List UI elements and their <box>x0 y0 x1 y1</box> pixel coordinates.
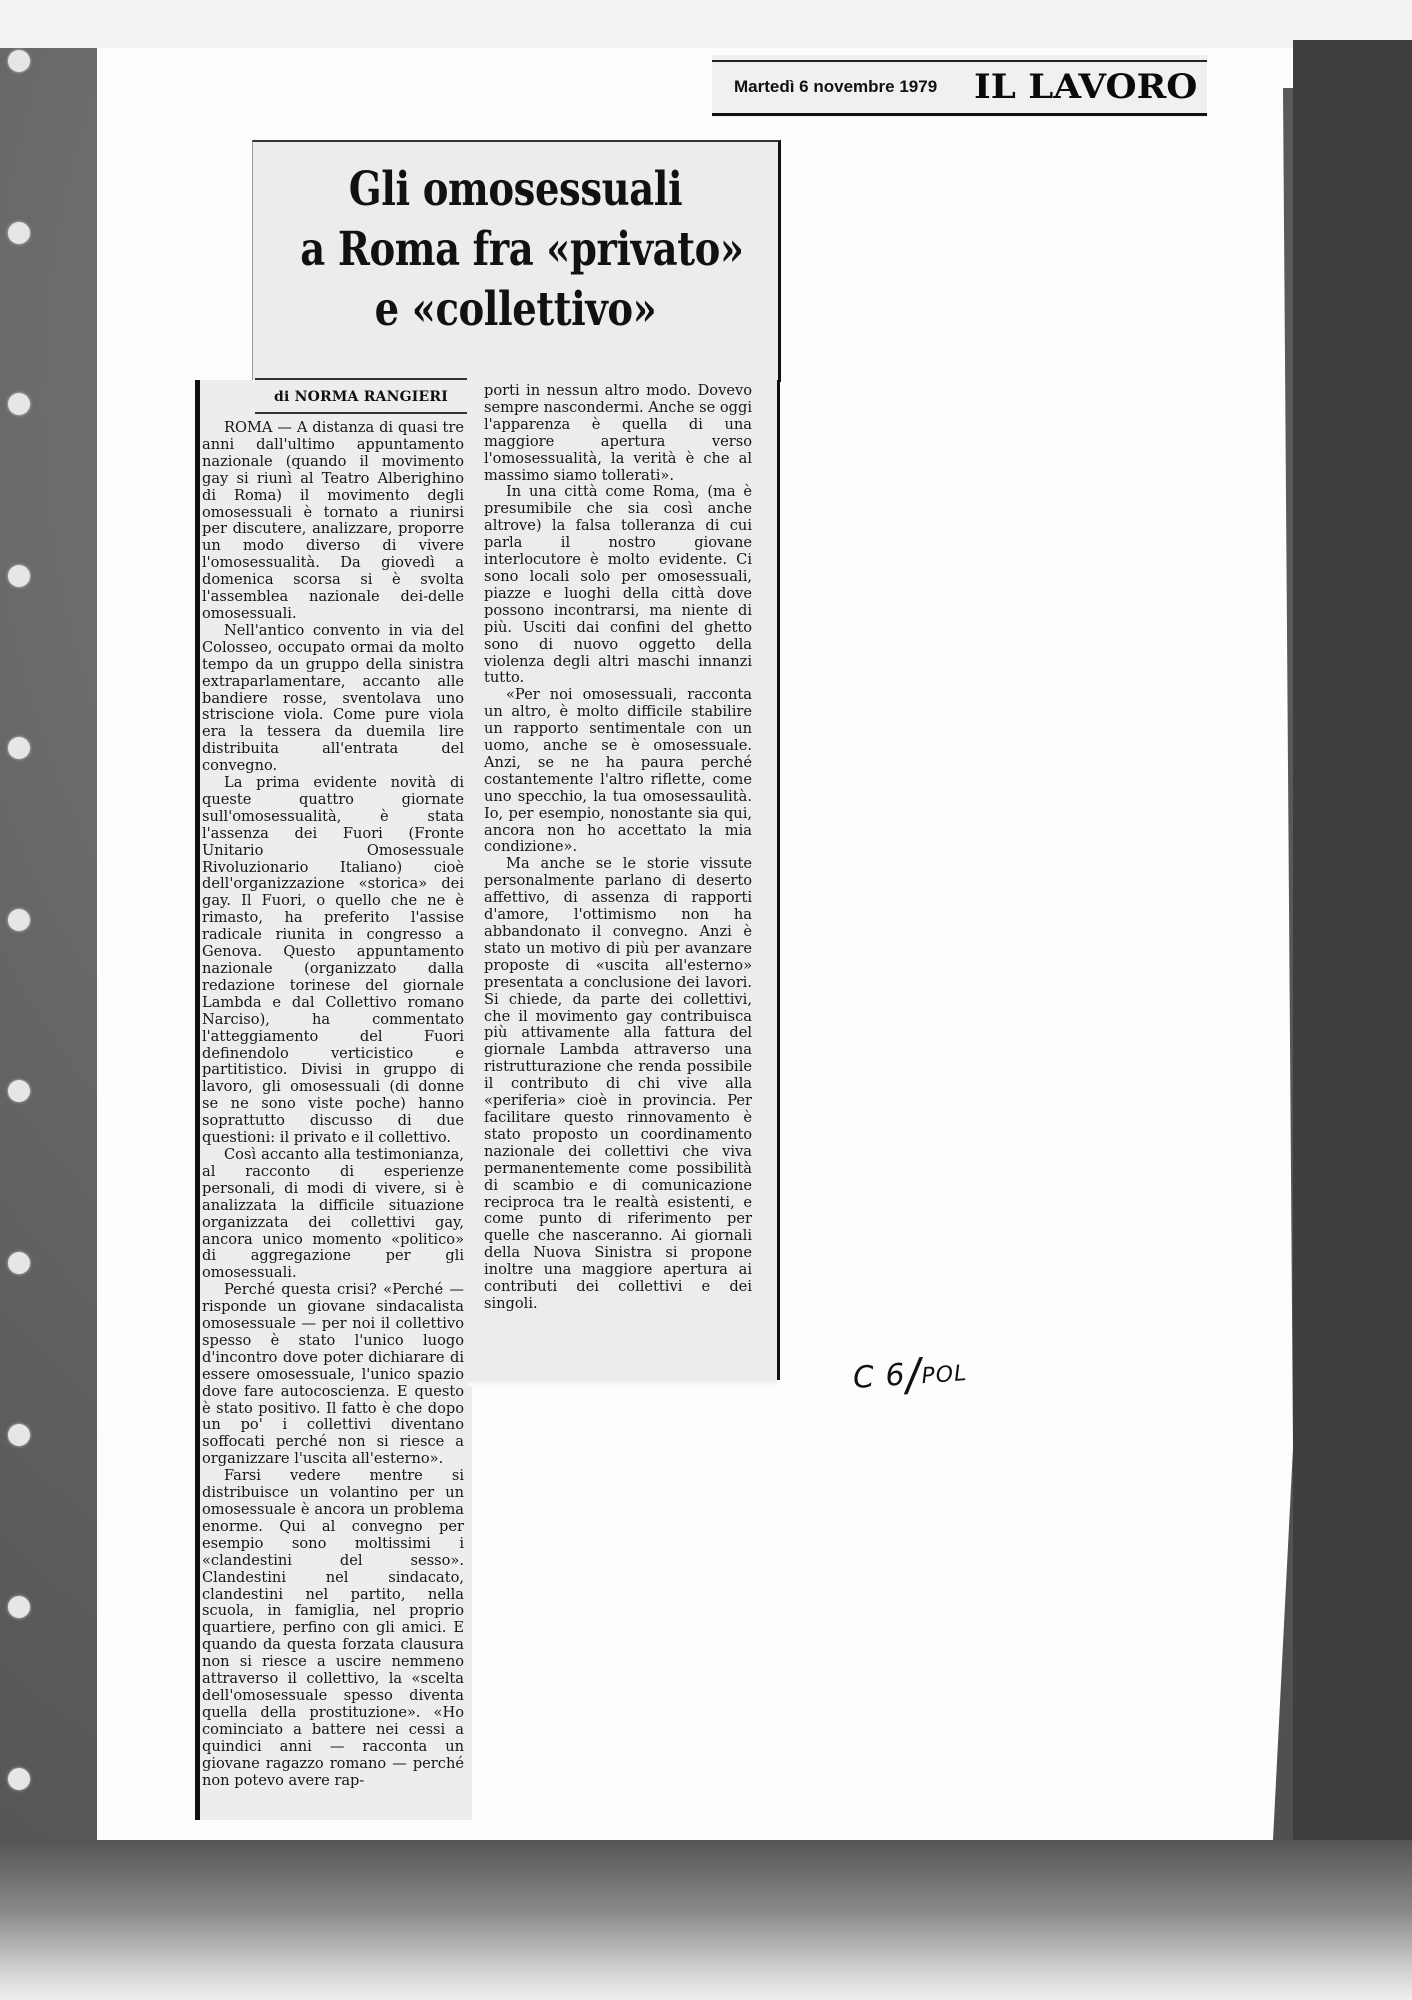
byline-rule <box>255 378 467 380</box>
paragraph: porti in nessun altro modo. Dovevo sempre nascondermi. Anche se oggi l'apparenza è quella di una maggiore apertura verso l'omosessualità, la verità è che al massimo siamo tollerati». <box>484 382 752 484</box>
publication-date: Martedì 6 novembre 1979 <box>734 77 938 96</box>
paragraph: Farsi vedere mentre si distribuisce un volantino per un omosessuale è ancora un problema enorme. Qui al convegno per esempio sono moltissimi i «clandestini del sesso». Clandestini nel sindacato, clandestini nel partito, nella scuola, in famiglia, nel proprio quartiere, perfino con gli amici. E quando da questa forzata clausura non si riesce a uscire nemmeno attraverso il collettivo, la «scelta dell'omosessuale spesso diventa quella della prostituzione». «Ho cominciato a battere nei cessi a quindici anni — racconta un giovane ragazzo romano — perché non potevo avere rap- <box>202 1467 464 1789</box>
paragraph: Così accanto alla testimonianza, al racconto di esperienze personali, di modi di vivere, si è analizzata la difficile situazione organizzata dei collettivi gay, ancora unico momento «politico» di aggregazione per gli omosessuali. <box>202 1145 464 1282</box>
newspaper-masthead <box>712 55 1207 117</box>
headline-line: a Roma fra «privato» <box>300 222 744 277</box>
paragraph: «Per noi omosessuali, racconta un altro, è molto difficile stabilire un rapporto sentimentale con un uomo, anche se è omosessuale. Anzi, se ne ha paura perché costantemente l'altro riflette, come uno specchio, la tua omosessaulità. Io, per esempio, nonostante sia qui, ancora non ho accettato la mia condizione». <box>484 686 752 856</box>
binder-hole <box>8 1252 30 1274</box>
binder-hole <box>8 222 30 244</box>
article-column-2 <box>484 383 752 1313</box>
headline-clipping <box>252 140 781 382</box>
binder-hole <box>8 909 30 931</box>
byline-rule <box>255 412 467 414</box>
masthead-rule-top <box>712 60 1207 62</box>
archive-code-slash: / <box>903 1349 924 1402</box>
binder-hole <box>8 1424 30 1446</box>
scanner-bottom-edge <box>0 1840 1412 2000</box>
binder-hole <box>8 393 30 415</box>
binder-hole <box>8 1768 30 1790</box>
headline-line: e «collettivo» <box>374 282 657 337</box>
byline: di NORMA RANGIERI <box>274 389 448 405</box>
paragraph: Ma anche se le storie vissute personalmente parlano di deserto affettivo, di assenza di rapporti d'amore, l'ottimismo non ha abbandonato il convegno. Anzi è stato un motivo di più per avanzare proposte di «uscita all'esterno» presentata a conclusione dei lavori. Si chiede, da parte dei collettivi, che il movimento gay contribuisca più attivamente alla fattura del giornale Lambda attraverso una ristrutturazione che renda possibile il contributo di chi vive alla «periferia» cioè in provincia. Per facilitare questo rinnovamento è stato proposto un coordinamento nazionale dei collettivi che viva permanentemente come possibilità di scambio e di comunicazione reciproca tra le realtà esistenti, e come punto di riferimento per quelle che nasceranno. Ai giornali della Nuova Sinistra si propone inoltre una maggiore apertura ai contributi dei collettivi e dei singoli. <box>484 855 752 1312</box>
binder-hole <box>8 1596 30 1618</box>
scanner-top-edge <box>0 0 1412 48</box>
binder-hole <box>8 565 30 587</box>
paragraph: Nell'antico convento in via del Colosseo, occupato ormai da molto tempo da un gruppo della sinistra extraparlamentare, accanto alle bandiere rosse, sventolava uno striscione viola. Come pure viola era la tessera da duemila lire distribuita all'entrata del convegno. <box>202 621 464 775</box>
scanner-right-edge <box>1293 40 1412 1840</box>
paragraph: In una città come Roma, (ma è presumibile che sia così anche altrove) la falsa tolleranza di cui parla il nostro giovane interlocutore è molto evidente. Ci sono locali solo per omosessuali, piazze e luoghi della città dove possono incontrarsi, ma niente di più. Usciti dai confini del ghetto sono di nuovo oggetto della violenza degli altri maschi innanzi tutto. <box>484 483 752 687</box>
paragraph: Perché questa crisi? «Perché — risponde un giovane sindacalista omosessuale — per noi il collettivo spesso è stato l'unico luogo d'incontro dove poter dichiarare di essere omosessuale, l'unico spazio dove fare autocoscienza. E questo è stato positivo. Il fatto è che dopo un po' i collettivi diventano soffocati perché non si riesce a organizzare l'uscita all'esterno». <box>202 1281 464 1468</box>
binder-hole <box>8 50 30 72</box>
article-column-1 <box>202 420 464 1789</box>
binder-hole <box>8 737 30 759</box>
handwritten-archive-code <box>851 1346 969 1405</box>
headline-line: Gli omosessuali <box>348 162 683 217</box>
paragraph: La prima evidente novità di queste quattro giornate sull'omosessualità, è stata l'assenza dei Fuori (Fronte Unitario Omosessuale Rivoluzionario Italiano) cioè dell'organizzazione «storica» dei gay. Il Fuori, o quello che ne è rimasto, ha preferito l'assise radicale riunita in congresso a Genova. Questo appuntamento nazionale (organizzato dalla redazione torinese del giornale Lambda e dal Collettivo romano Narciso), ha commentato l'atteggiamento del Fuori definendolo verticistico e partitistico. Divisi in gruppo di lavoro, gli omosessuali (di donne se ne sono viste poche) hanno soprattutto discusso di due questioni: il privato e il collettivo. <box>202 774 464 1147</box>
article-headline <box>300 160 744 340</box>
masthead-rule-bottom <box>712 113 1207 116</box>
paragraph: ROMA — A distanza di quasi tre anni dall'ultimo appuntamento nazionale (quando il movimento gay si riunì al Teatro Alberighino di Roma) il movimento degli omosessuali è tornato a riunirsi per discutere, analizzare, proporre un modo diverso di vivere l'omosessualità. Da giovedì a domenica scorsa si è svolta l'assemblea nazionale dei-delle omosessuali. <box>202 419 464 622</box>
clipping-cut-edge <box>467 1378 777 1386</box>
archive-code-suffix: POL <box>920 1361 969 1390</box>
archive-code-prefix: C 6 <box>851 1357 907 1396</box>
binder-hole <box>8 1080 30 1102</box>
newspaper-name: IL LAVORO <box>974 67 1198 107</box>
